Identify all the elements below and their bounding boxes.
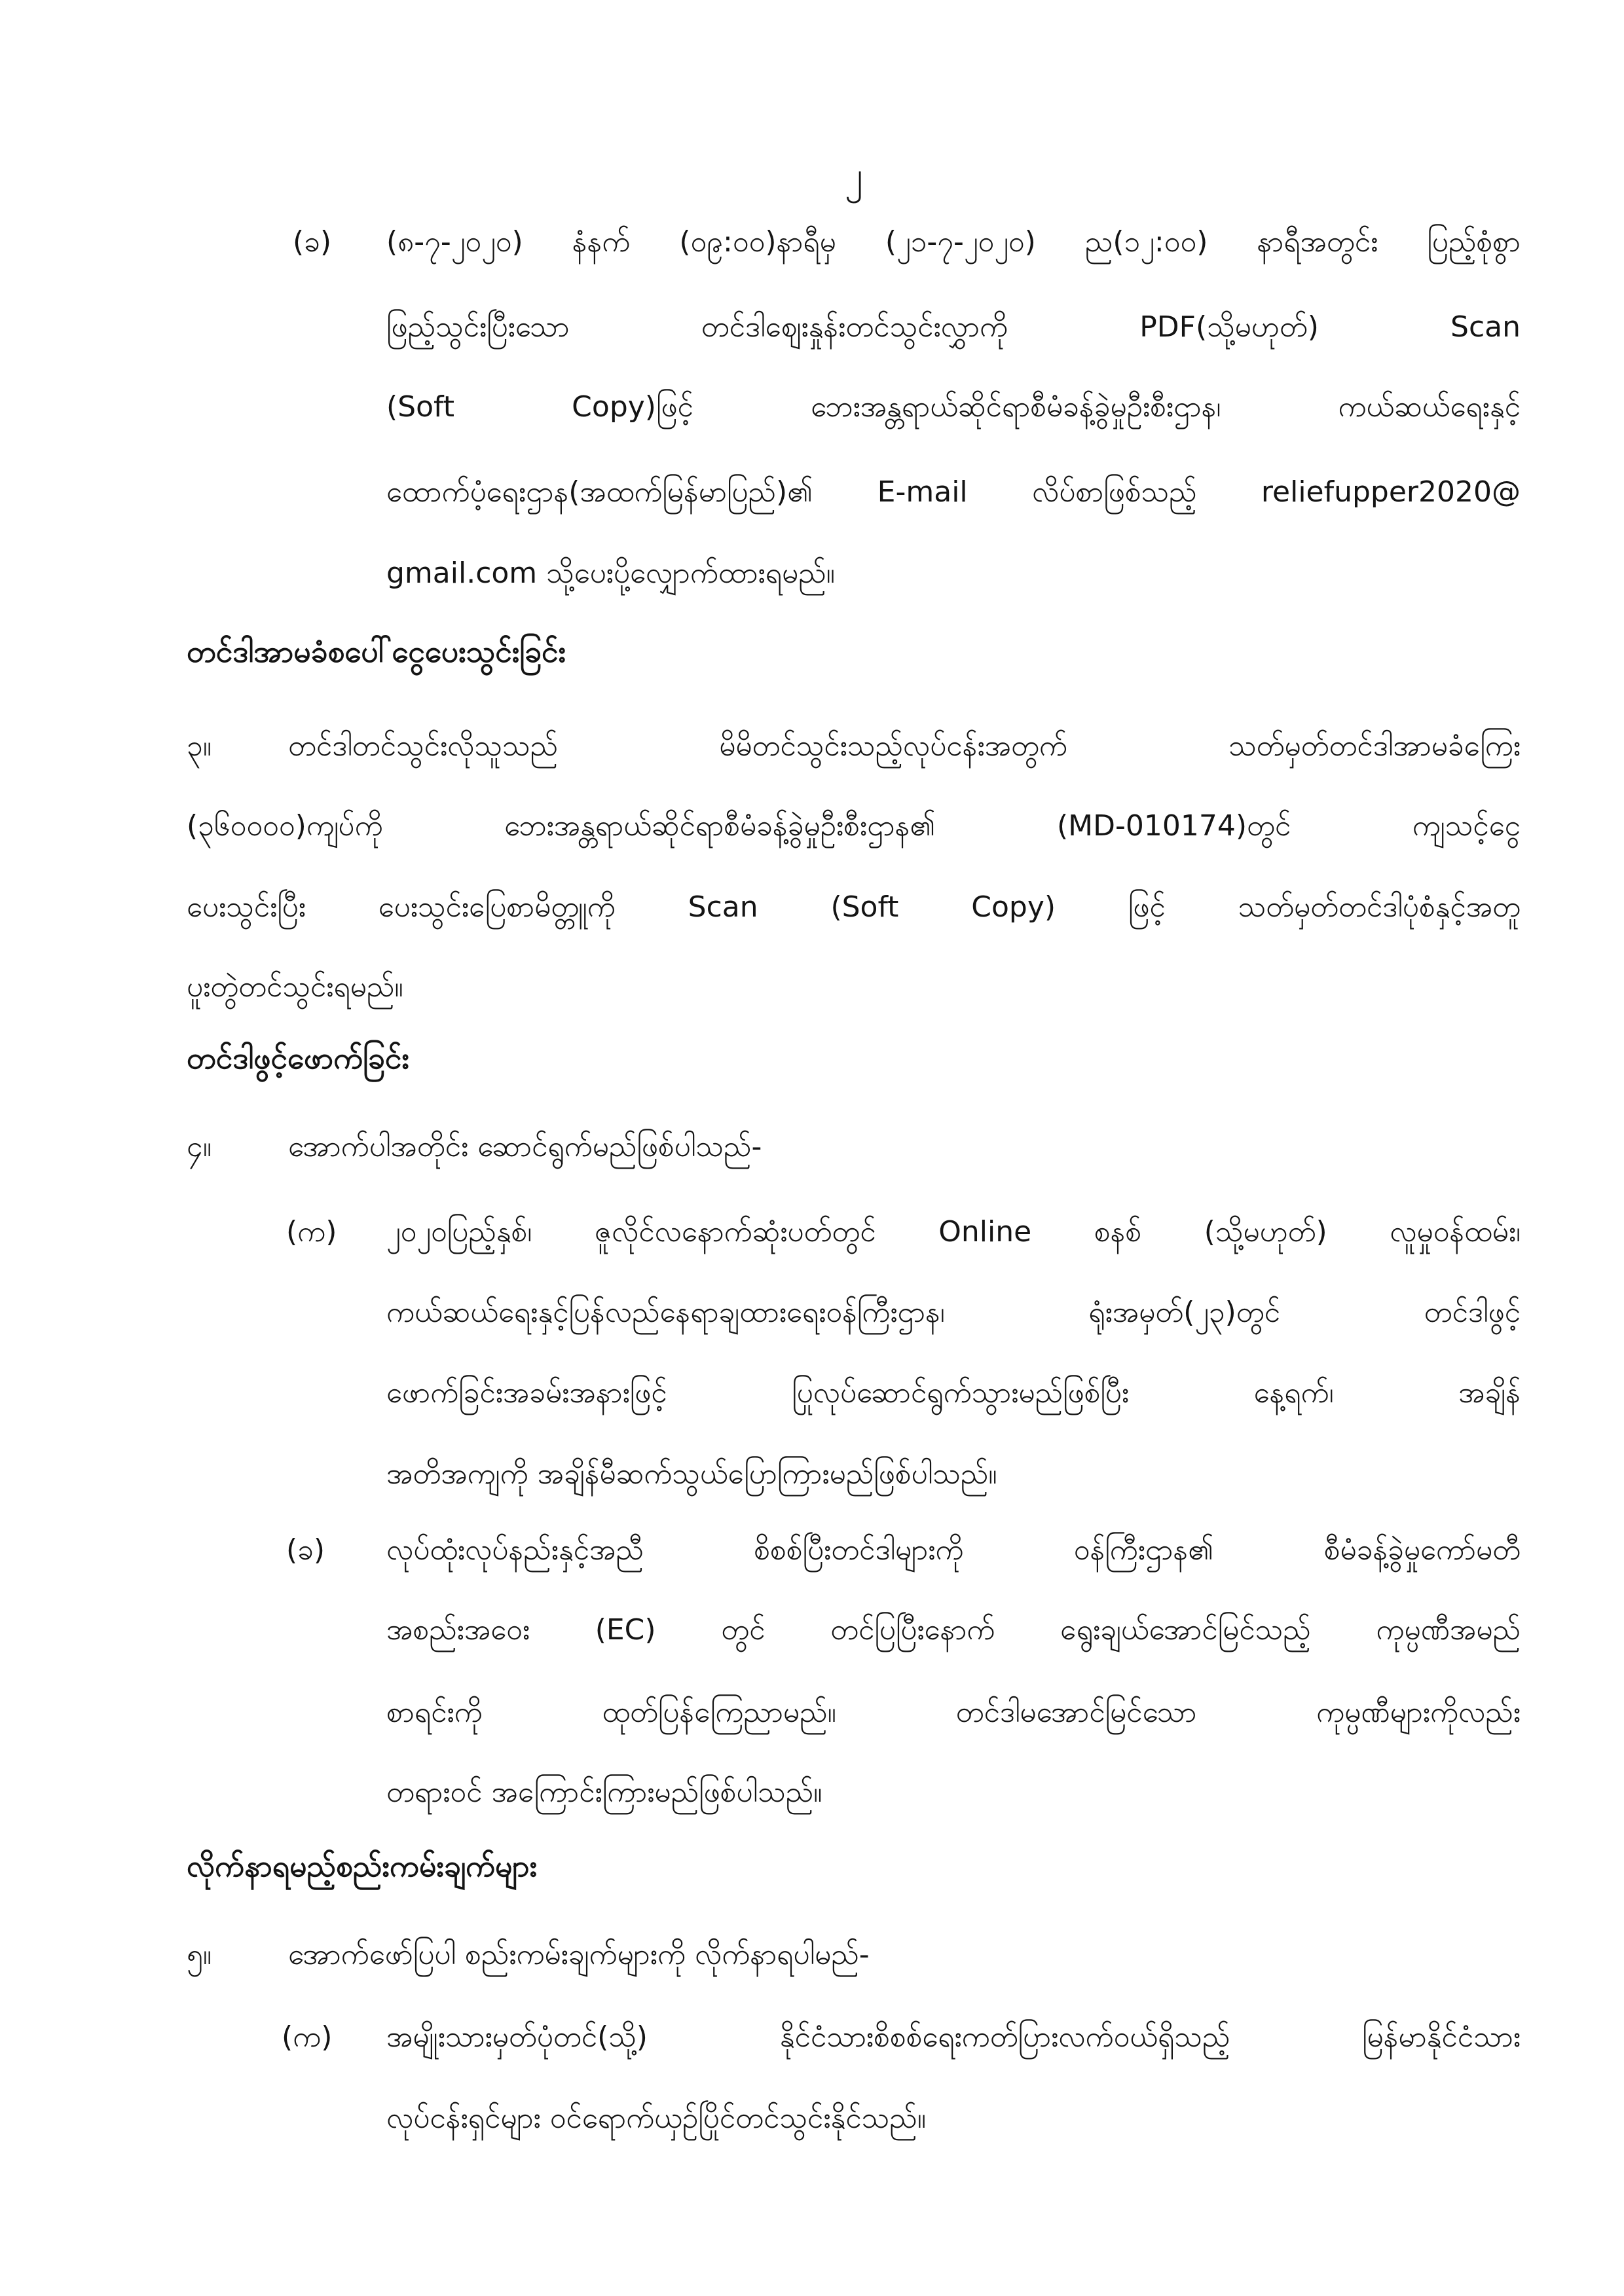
paragraph-line: gmail.com သို့ပေးပို့လျှောက်ထားရမည်။ bbox=[386, 556, 835, 590]
paragraph-line: ဖောက်ခြင်းအခမ်းအနားဖြင့် ပြုလုပ်ဆောင်ရွက်သွားမည်ဖြစ်ပြီး နေ့ရက်၊ အချိန် bbox=[386, 1376, 1521, 1410]
paragraph-line: တရားဝင် အကြောင်းကြားမည်ဖြစ်ပါသည်။ bbox=[386, 1776, 822, 1809]
paragraph-line: လုပ်ငန်းရှင်များ ဝင်ရောက်ယှဉ်ပြိုင်တင်သွင်းနိုင်သည်။ bbox=[386, 2102, 927, 2135]
paragraph-line: အမျိုးသားမှတ်ပုံတင်(သို့) နိုင်ငံသားစိစစ်ရေးကတ်ပြားလက်ဝယ်ရှိသည့် မြန်မာနိုင်ငံသား bbox=[386, 2020, 1521, 2054]
item-marker: (ခ) bbox=[286, 1533, 325, 1567]
paragraph-line: အောက်ဖော်ပြပါ စည်းကမ်းချက်များကို လိုက်နာရပါမည်- bbox=[288, 1938, 870, 1971]
section-number: ၄။ bbox=[187, 1130, 212, 1163]
section-heading: လိုက်နာရမည့်စည်းကမ်းချက်များ bbox=[187, 1848, 538, 1884]
paragraph-line: ထောက်ပံ့ရေးဌာန(အထက်မြန်မာပြည်)၏ E-mail လိပ်စာဖြစ်သည့် reliefupper2020@ bbox=[386, 475, 1521, 509]
section-number: ၃။ bbox=[187, 729, 212, 763]
paragraph-line: ဖြည့်သွင်းပြီးသော တင်ဒါဈေးနှုန်းတင်သွင်းလွှာကို PDF(သို့မဟုတ်) Scan bbox=[386, 310, 1521, 344]
paragraph-line: စာရင်းကို ထုတ်ပြန်ကြေညာမည်။ တင်ဒါမအောင်မြင်သော ကုမ္ပဏီများကိုလည်း bbox=[386, 1696, 1521, 1729]
page-number: ၂ bbox=[845, 154, 863, 196]
item-marker: (က) bbox=[286, 1215, 337, 1248]
section-number: ၅။ bbox=[187, 1938, 212, 1971]
paragraph-line: (၃၆၀၀၀၀)ကျပ်ကို ဘေးအန္တရာယ်ဆိုင်ရာစီမံခန့်ခွဲမှုဦးစီးဌာန၏ (MD-010174)တွင် ကျသင့်ငွေ bbox=[187, 809, 1521, 843]
item-marker: (ခ) bbox=[293, 225, 332, 259]
paragraph-line: အတိအကျကို အချိန်မီဆက်သွယ်ပြောကြားမည်ဖြစ်ပါသည်။ bbox=[386, 1457, 997, 1491]
paragraph-line: ပူးတွဲတင်သွင်းရမည်။ bbox=[187, 970, 403, 1004]
section-heading: တင်ဒါဖွင့်ဖောက်ခြင်း bbox=[187, 1040, 410, 1076]
paragraph-line: ကယ်ဆယ်ရေးနှင့်ပြန်လည်နေရာချထားရေးဝန်ကြီးဌာန၊ ရုံးအမှတ်(၂၃)တွင် တင်ဒါဖွင့် bbox=[386, 1296, 1521, 1329]
paragraph-line: လုပ်ထုံးလုပ်နည်းနှင့်အညီ စိစစ်ပြီးတင်ဒါများကို ဝန်ကြီးဌာန၏ စီမံခန့်ခွဲမှုကော်မတီ bbox=[386, 1533, 1521, 1567]
paragraph-line: အစည်းအဝေး (EC) တွင် တင်ပြပြီးနောက် ရွေးချယ်အောင်မြင်သည့် ကုမ္ပဏီအမည် bbox=[386, 1613, 1521, 1647]
paragraph-line: ပေးသွင်းပြီး ပေးသွင်းပြေစာမိတ္တူကို Scan (Soft Copy) ဖြင့် သတ်မှတ်တင်ဒါပုံစံနှင့်အတူ bbox=[187, 890, 1521, 924]
item-marker: (က) bbox=[282, 2020, 333, 2054]
paragraph-line: (၈-၇-၂၀၂၀) နံနက် (၀၉:၀၀)နာရီမှ (၂၁-၇-၂၀၂၀) ည(၁၂:၀၀) နာရီအတွင်း ပြည့်စုံစွာ bbox=[386, 225, 1521, 259]
section-heading: တင်ဒါအာမခံစပေါ်ငွေပေးသွင်းခြင်း bbox=[187, 634, 566, 669]
paragraph-line: အောက်ပါအတိုင်း ဆောင်ရွက်မည်ဖြစ်ပါသည်- bbox=[288, 1130, 762, 1163]
paragraph-line: တင်ဒါတင်သွင်းလိုသူသည် မိမိတင်သွင်းသည့်လုပ်ငန်းအတွက် သတ်မှတ်တင်ဒါအာမခံကြေး bbox=[288, 729, 1521, 763]
paragraph-line: ၂၀၂၀ပြည့်နှစ်၊ ဇူလိုင်လနောက်ဆုံးပတ်တွင် Online စနစ် (သို့မဟုတ်) လူမှုဝန်ထမ်း၊ bbox=[386, 1215, 1521, 1248]
paragraph-line: (Soft Copy)ဖြင့် ဘေးအန္တရာယ်ဆိုင်ရာစီမံခန့်ခွဲမှုဦးစီးဌာန၊ ကယ်ဆယ်ရေးနှင့် bbox=[386, 390, 1521, 424]
